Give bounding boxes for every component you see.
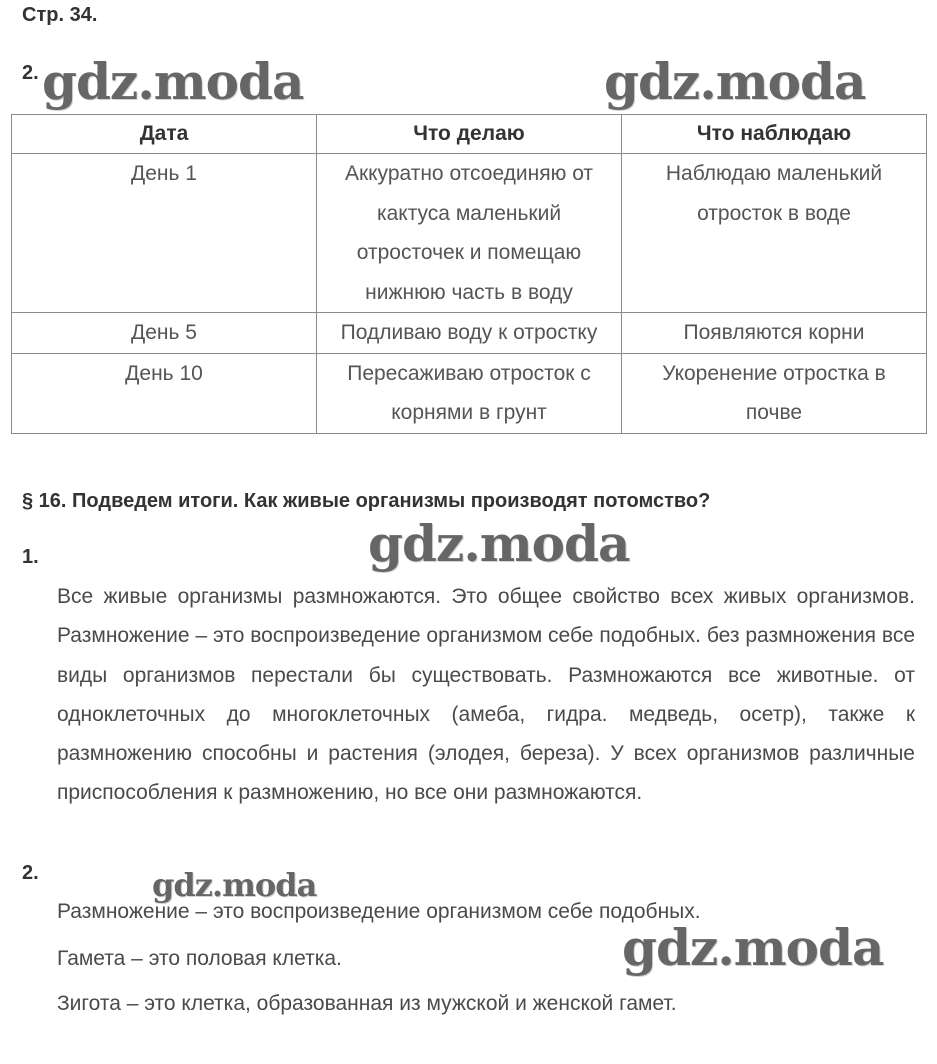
table-cell: Появляются корни: [622, 313, 927, 354]
question-1-number: 1.: [22, 546, 39, 568]
table-cell: Аккуратно отсоединяю от кактуса маленький отросточек и помещаю нижнюю часть в воду: [317, 154, 622, 313]
table-cell: День 5: [12, 313, 317, 354]
watermark-logo: gdz.moda: [604, 52, 866, 111]
column-header-action: Что делаю: [317, 115, 622, 154]
question-2-number: 2.: [22, 862, 39, 884]
definition-zygote: Зигота – это клетка, образованная из мужской и женской гамет.: [57, 992, 677, 1015]
question-1-answer: Все живые организмы размножаются. Это общее свойство всех живых организмов. Размножение – это воспроизведение организмом себе подобных. без размножения все виды организмов перестали бы существовать. Размножаются все животные. от одноклеточных до многоклеточных (амеба, гидра. медведь, осетр), также к размножению способны и растения (элодея, береза). У всех организмов различные приспособления к размножению, но все они размножаются.: [57, 585, 915, 805]
table-row: [12, 353, 927, 433]
page-label: Стр. 34.: [22, 4, 98, 26]
watermark-logo: gdz.moda: [42, 52, 304, 111]
definition-reproduction: Размножение – это воспроизведение организмом себе подобных.: [57, 900, 701, 923]
table-cell: Наблюдаю маленький отросток в воде: [622, 154, 927, 313]
table-cell: Пересаживаю отросток с корнями в грунт: [317, 353, 622, 433]
watermark-logo: gdz.moda: [152, 866, 317, 904]
watermark-logo: gdz.moda: [368, 514, 630, 573]
observation-table: [11, 114, 927, 434]
column-header-observation: Что наблюдаю: [622, 115, 927, 154]
table-row: [12, 313, 927, 354]
table-row: [12, 154, 927, 313]
table-header-row: [12, 115, 927, 154]
watermark-logo: gdz.moda: [622, 918, 884, 977]
column-header-date: Дата: [12, 115, 317, 154]
section-heading: § 16. Подведем итоги. Как живые организмы производят потомство?: [22, 490, 711, 512]
table-cell: Укоренение отростка в почве: [622, 353, 927, 433]
table-cell: День 10: [12, 353, 317, 433]
task-2-number: 2.: [22, 62, 39, 84]
table-cell: День 1: [12, 154, 317, 313]
definition-gamete: Гамета – это половая клетка.: [57, 947, 342, 970]
table-cell: Подливаю воду к отростку: [317, 313, 622, 354]
